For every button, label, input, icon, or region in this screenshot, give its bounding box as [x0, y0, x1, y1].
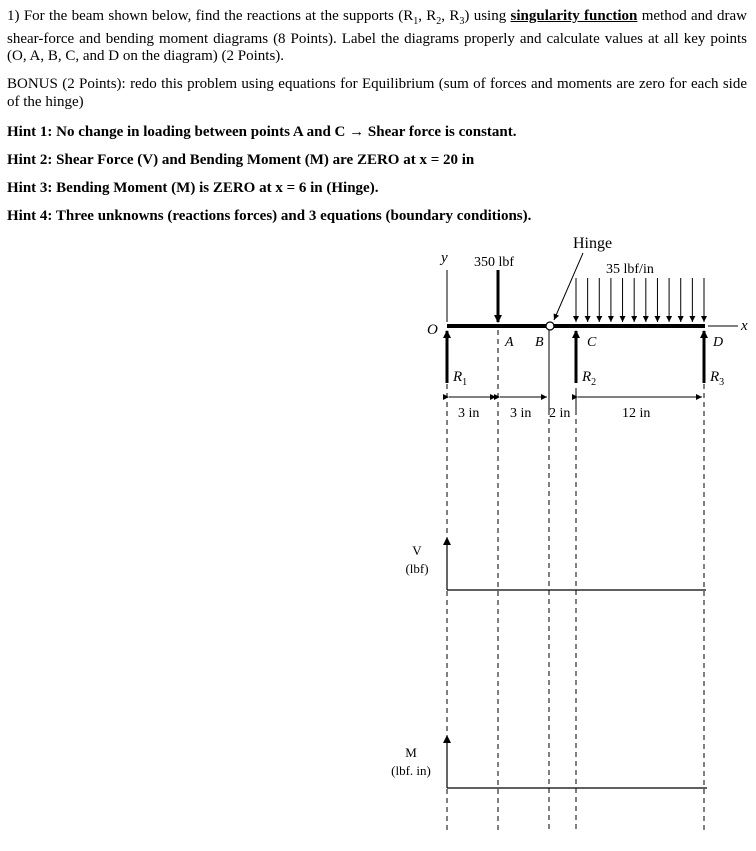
point-d: D — [713, 335, 724, 350]
r3-label — [709, 369, 724, 388]
v-axis-unit: (lbf) — [405, 561, 429, 576]
hinge-circle — [546, 322, 554, 330]
text: ) using — [464, 8, 511, 24]
r: R — [710, 369, 720, 385]
point-c: C — [587, 335, 597, 350]
point-o: O — [427, 322, 438, 338]
hint-2: Hint 2: Shear Force (V) and Bending Moment (M) are ZERO at x = 20 in — [7, 152, 475, 168]
dim-label-ab: 3 in — [510, 406, 532, 421]
dim-label-bc: 2 in — [549, 406, 571, 421]
m-axis-label: M — [405, 745, 417, 760]
hinge-leader — [554, 253, 583, 320]
v-axis-label: V — [412, 543, 422, 558]
dim-label-cd: 12 in — [622, 406, 651, 421]
sub: 3 — [459, 16, 465, 27]
dist-load-label: 35 lbf/in — [606, 262, 654, 277]
method-emphasis: singularity function — [510, 8, 638, 24]
r: R — [582, 369, 592, 385]
sub: 2 — [591, 377, 597, 388]
hint-3: Hint 3: Bending Moment (M) is ZERO at x = 6 in (Hinge). — [7, 180, 379, 196]
text: 1) For the beam shown below, find the reactions at the supports (R — [7, 8, 414, 24]
distributed-load-arrows — [576, 278, 704, 322]
text: , R — [418, 8, 437, 24]
hinge-label: Hinge — [573, 235, 613, 252]
r: R — [453, 369, 463, 385]
text: method and draw shear-force and bending moment diagrams (8 Points). Label the diagrams properly and calculate values at all key points (O, A, B, C, and D on the diagram) (2 Points). — [7, 8, 747, 64]
sub: 3 — [719, 377, 725, 388]
m-axis-unit: (lbf. in) — [391, 763, 431, 778]
sub: 1 — [413, 16, 419, 27]
dim-label-oa: 3 in — [458, 406, 480, 421]
point-a: A — [505, 335, 514, 350]
hint-4: Hint 4: Three unknowns (reactions forces) and 3 equations (boundary conditions). — [7, 208, 532, 224]
text: , R — [441, 8, 460, 24]
point-b: B — [535, 335, 544, 350]
sub: 1 — [462, 377, 468, 388]
r2-label — [581, 369, 596, 388]
point-load-label: 350 lbf — [474, 255, 515, 270]
sub: 2 — [436, 16, 442, 27]
bonus-statement: BONUS (2 Points): redo this problem using equations for Equilibrium (sum of forces and moments are zero for each side of the hinge) — [7, 76, 747, 110]
r1-label — [452, 369, 467, 388]
hint-1: Hint 1: No change in loading between points A and C → Shear force is constant. — [7, 124, 517, 140]
x-axis-label: x — [741, 318, 748, 334]
y-axis-label: y — [441, 250, 448, 266]
